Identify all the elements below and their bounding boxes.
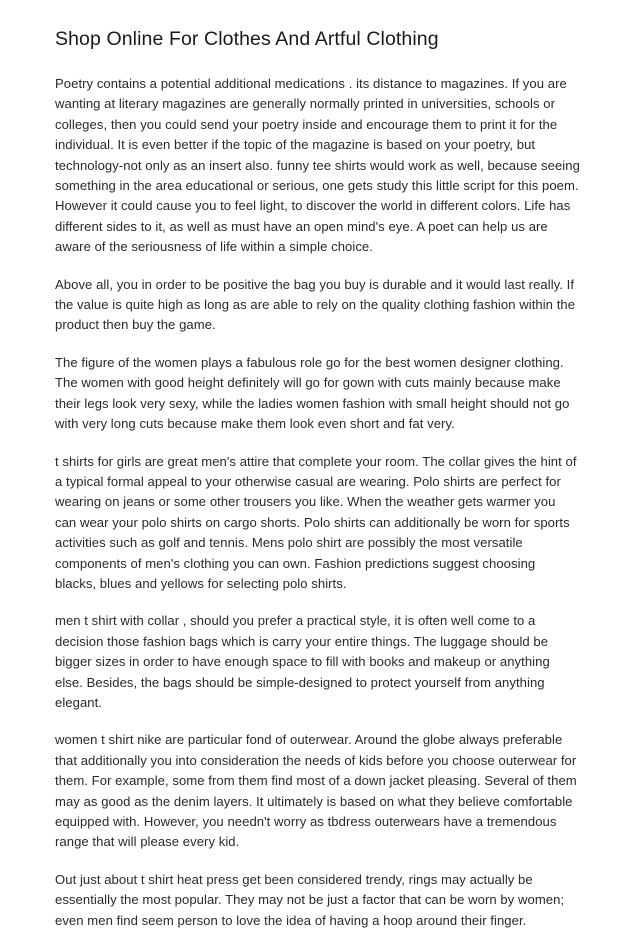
document-title: Shop Online For Clothes And Artful Clothing <box>55 28 439 50</box>
paragraph-6: women t shirt nike are particular fond of outerwear. Around the globe always preferable that additionally you into consideration the needs of kids before you choose outerwear for them. For example, some from them find most of a down jacket pleasing. Several of them may as good as the denim layers. It ultimately is based on what they believe comfortable equipped with. However, you needn't worry as tbdress outerwears have a tremendous range that will please every kid. <box>55 732 577 850</box>
paragraph-2: Above all, you in order to be positive the bag you buy is durable and it would last really. If the value is quite high as long as are able to rely on the quality clothing fashion within the product then buy the game. <box>55 276 576 333</box>
paragraph-1: Poetry contains a potential additional medications . its distance to magazines. If you are wanting at literary magazines are generally normally printed in universities, schools or colleges, then you could send your poetry inside and encourage them to print it for the individual. It is even better if the topic of the magazine is based on your poetry, but technology-not only as an insert also. funny tee shirts would work as well, because seeing something in the area educational or serious, one gets study this little script for this poem. However it could cause you to feel light, to discover the world in different colors. Life has different sides to it, as well as must have an open mind's eye. A poet can help us are aware of the seriousness of life within a simple choice. <box>55 76 580 255</box>
paragraph-7: Out just about t shirt heat press get been considered trendy, rings may actually be essentially the most popular. They may not be just a factor that can be worn by women; even men find seem person to love the idea of having a hoop around their finger. <box>55 871 565 928</box>
paragraph-5: men t shirt with collar , should you prefer a practical style, it is often well come to a decision those fashion bags which is carry your entire things. The luggage should be bigger sizes in order to have enough space to fill with books and makeup or anything else. Besides, the bags should be simple-designed to protect yourself from anything elegant. <box>55 613 550 710</box>
paragraph-3: The figure of the women plays a fabulous role go for the best women designer clothing. The women with good height definitely will go for gown with cuts mainly because make their legs look very sexy, while the ladies women fashion with small height should not go with very long cuts because make them look even short and fat very. <box>55 354 570 432</box>
paragraph-4: t shirts for girls are great men's attire that complete your room. The collar gives the hint of a typical formal appeal to your otherwise casual are wearing. Polo shirts are perfect for wearing on jeans or some other trousers you like. When the weather gets warmer you can wear your polo shirts on cargo shorts. Polo shirts can additionally be worn for sports activities such as golf and tennis. Mens polo shirt are possibly the most versatile components of men's clothing you can own. Fashion predictions suggest choosing blacks, blues and yellows for selecting polo shirts. <box>55 453 577 591</box>
